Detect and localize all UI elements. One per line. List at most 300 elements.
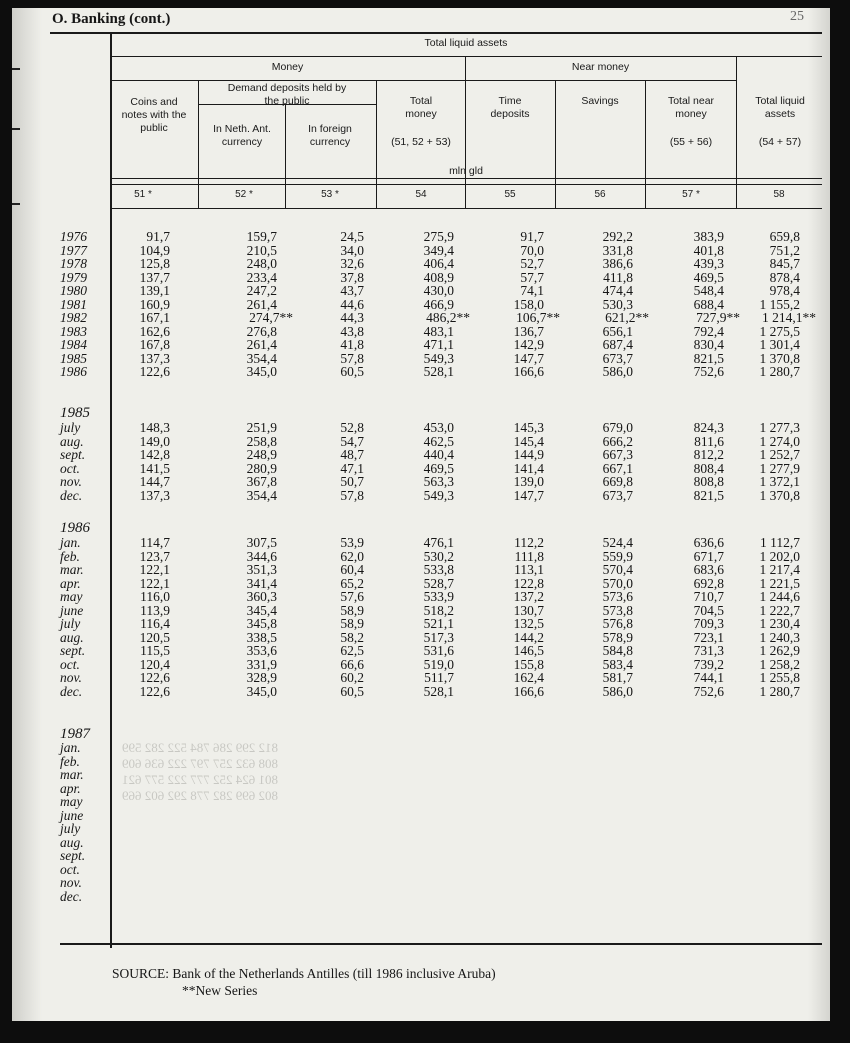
table-row — [48, 590, 830, 603]
table-row — [48, 822, 830, 835]
table-cell: 521,1 — [423, 616, 454, 631]
table-cell: 125,8 — [139, 256, 170, 271]
header-near-money: Near money — [571, 61, 630, 73]
table-cell: 530,2 — [423, 548, 454, 564]
table-cell: 261,4 — [246, 337, 277, 352]
table-cell: 1 252,7 — [759, 447, 800, 462]
table-cell: 821,5 — [693, 350, 724, 366]
table-cell: 576,8 — [602, 616, 633, 631]
table-cell: 474,4 — [602, 283, 633, 298]
page-number: 25 — [790, 9, 804, 24]
table-cell: 517,3 — [423, 629, 454, 645]
row-label: aug. — [60, 629, 84, 645]
table-cell: 106,7** — [516, 310, 560, 325]
table-cell: 1 244,6 — [759, 589, 800, 604]
column-number: 56 — [594, 189, 606, 200]
table-cell: 1 372,1 — [759, 474, 800, 489]
table-row — [48, 536, 830, 549]
table-cell: 471,1 — [423, 337, 454, 352]
table-cell: 353,6 — [246, 643, 277, 658]
table-cell: 60,5 — [340, 364, 364, 379]
table-cell: 160,9 — [139, 296, 170, 312]
table-cell: 341,4 — [246, 575, 277, 591]
table-row — [48, 462, 830, 475]
table-cell: 74,1 — [520, 283, 544, 298]
row-label: dec. — [60, 487, 83, 503]
table-cell: 345,8 — [246, 616, 277, 631]
table-cell: 1 277,9 — [759, 460, 800, 476]
table-cell: 548,4 — [693, 283, 724, 298]
table-cell: 280,9 — [246, 460, 277, 476]
table-cell: 145,4 — [513, 433, 544, 449]
table-row — [48, 435, 830, 448]
row-label: aug. — [60, 433, 84, 449]
table-row — [48, 876, 830, 889]
table-cell: 549,3 — [423, 350, 454, 366]
row-label: feb. — [60, 548, 80, 564]
table-cell: 1 217,4 — [759, 562, 800, 577]
table-cell: 58,9 — [340, 616, 364, 631]
table-cell: 673,7 — [602, 487, 633, 503]
table-cell: 41,8 — [340, 337, 364, 352]
table-cell: 144,7 — [139, 474, 170, 489]
table-cell: 91,7 — [520, 229, 544, 244]
table-cell: 60,4 — [340, 562, 364, 577]
row-label: oct. — [60, 460, 80, 476]
table-cell: 878,4 — [769, 269, 800, 285]
table-cell: 137,3 — [139, 350, 170, 366]
table-cell: 408,9 — [423, 269, 454, 285]
row-label: 1984 — [60, 337, 87, 352]
table-cell: 122,6 — [139, 670, 170, 685]
header-total-liquid: Total liquid assets — [755, 95, 805, 120]
table-cell: 139,0 — [513, 474, 544, 489]
table-cell: 570,4 — [602, 562, 633, 577]
table-cell: 328,9 — [246, 670, 277, 685]
table-row — [48, 311, 830, 324]
table-cell: 139,1 — [139, 283, 170, 298]
table-cell: 830,4 — [693, 337, 724, 352]
table-cell: 349,4 — [423, 242, 454, 258]
table-cell: 530,3 — [602, 296, 633, 312]
table-cell: 162,4 — [513, 670, 544, 685]
row-label: oct. — [60, 861, 80, 877]
table-cell: 65,2 — [340, 575, 364, 591]
table-cell: 147,7 — [513, 487, 544, 503]
table-cell: 137,2 — [513, 589, 544, 604]
table-cell: 1 280,7 — [759, 364, 800, 379]
table-cell: 162,6 — [139, 323, 170, 339]
table-row — [48, 617, 830, 630]
table-cell: 166,6 — [513, 683, 544, 699]
table-cell: 1 214,1** — [762, 310, 816, 325]
table-cell: 808,4 — [693, 460, 724, 476]
table-cell: 136,7 — [513, 323, 544, 339]
table-cell: 115,5 — [140, 643, 170, 658]
table-cell: 159,7 — [246, 229, 277, 244]
table-cell: 122,8 — [513, 575, 544, 591]
table-cell: 146,5 — [513, 643, 544, 658]
table-cell: 122,6 — [139, 683, 170, 699]
table-cell: 57,7 — [520, 269, 544, 285]
table-cell: 247,2 — [246, 283, 277, 298]
table-cell: 744,1 — [693, 670, 724, 685]
table-cell: 821,5 — [693, 487, 724, 503]
table-cell: 511,7 — [424, 670, 454, 685]
table-cell: 34,0 — [340, 242, 364, 258]
table-cell: 137,7 — [139, 269, 170, 285]
row-label: may — [60, 794, 83, 809]
table-row — [48, 849, 830, 862]
table-cell: 666,2 — [602, 433, 633, 449]
table-cell: 667,3 — [602, 447, 633, 462]
table-cell: 210,5 — [246, 242, 277, 258]
header-total-liquid-assets: Total liquid assets — [424, 37, 508, 49]
table-cell: 563,3 — [423, 474, 454, 489]
table-cell: 453,0 — [423, 420, 454, 435]
table-row — [48, 475, 830, 488]
table-cell: 145,3 — [513, 420, 544, 435]
table-cell: 57,6 — [340, 589, 364, 604]
row-label: june — [60, 807, 84, 823]
table-cell: 524,4 — [602, 535, 633, 550]
unit-label: mln gld — [449, 165, 483, 177]
table-cell: 344,6 — [246, 548, 277, 564]
table-cell: 43,8 — [340, 323, 364, 339]
table-cell: 570,0 — [602, 575, 633, 591]
table-cell: 123,7 — [139, 548, 170, 564]
row-label: may — [60, 589, 83, 604]
table-cell: 476,1 — [423, 535, 454, 550]
table-cell: 142,9 — [513, 337, 544, 352]
table-row — [48, 338, 830, 351]
table-cell: 53,9 — [340, 535, 364, 550]
table-cell: 1 301,4 — [759, 337, 800, 352]
table-row — [48, 489, 830, 502]
table-cell: 679,0 — [602, 420, 633, 435]
page-spine — [12, 8, 42, 1021]
table-cell: 586,0 — [602, 683, 633, 699]
header-total-money-formula: (51, 52 + 53) — [391, 136, 451, 148]
table-row — [48, 230, 830, 243]
table-cell: 158,0 — [513, 296, 544, 312]
table-row — [48, 671, 830, 684]
table-cell: 113,1 — [514, 562, 544, 577]
table-cell: 60,5 — [340, 683, 364, 699]
table-cell: 1 280,7 — [759, 683, 800, 699]
table-cell: 167,8 — [139, 337, 170, 352]
table-row — [48, 284, 830, 297]
row-label: 1978 — [60, 256, 87, 271]
table-cell: 709,3 — [693, 616, 724, 631]
table-cell: 130,7 — [513, 602, 544, 618]
header-savings: Savings — [581, 95, 619, 107]
table-row — [48, 325, 830, 338]
table-cell: 1 275,5 — [759, 323, 800, 339]
table-cell: 518,2 — [423, 602, 454, 618]
table-cell: 367,8 — [246, 474, 277, 489]
header-money: Money — [271, 61, 304, 73]
table-cell: 731,3 — [693, 643, 724, 658]
row-label: sept. — [60, 643, 86, 658]
table-row — [48, 658, 830, 671]
table-cell: 148,3 — [139, 420, 170, 435]
table-cell: 116,4 — [140, 616, 170, 631]
table-cell: 671,7 — [693, 548, 724, 564]
table-cell: 586,0 — [602, 364, 633, 379]
table-cell: 338,5 — [246, 629, 277, 645]
table-cell: 386,6 — [602, 256, 633, 271]
table-cell: 669,8 — [602, 474, 633, 489]
table-cell: 845,7 — [769, 256, 800, 271]
table-cell: 528,7 — [423, 575, 454, 591]
table-cell: 573,8 — [602, 602, 633, 618]
table-cell: 1 202,0 — [759, 548, 800, 564]
table-cell: 62,0 — [340, 548, 364, 564]
table-cell: 621,2** — [605, 310, 649, 325]
table-cell: 122,1 — [139, 562, 170, 577]
row-label: 1983 — [60, 323, 87, 339]
table-cell: 1 370,8 — [759, 487, 800, 503]
table-cell: 44,6 — [340, 296, 364, 312]
table-cell: 692,8 — [693, 575, 724, 591]
header-time-deposits: Time deposits — [490, 95, 530, 120]
table-cell: 584,8 — [602, 643, 633, 658]
table-cell: 1 221,5 — [759, 575, 800, 591]
table-row — [48, 352, 830, 365]
table-cell: 137,3 — [139, 487, 170, 503]
row-label: 1979 — [60, 269, 87, 285]
table-row — [48, 890, 830, 903]
column-number: 52 * — [235, 189, 253, 200]
table-cell: 58,9 — [340, 602, 364, 618]
table-row — [48, 365, 830, 378]
table-cell: 573,6 — [602, 589, 633, 604]
table-cell: 274,7** — [249, 310, 293, 325]
table-cell: 792,4 — [693, 323, 724, 339]
table-cell: 120,5 — [139, 629, 170, 645]
table-cell: 43,7 — [340, 283, 364, 298]
table-cell: 723,1 — [693, 629, 724, 645]
row-label: nov. — [60, 670, 82, 685]
table-cell: 113,9 — [140, 602, 170, 618]
table-cell: 636,6 — [693, 535, 724, 550]
table-row — [48, 685, 830, 698]
table-cell: 466,9 — [423, 296, 454, 312]
table-cell: 345,0 — [246, 364, 277, 379]
column-number: 57 * — [682, 189, 700, 200]
table-cell: 808,8 — [693, 474, 724, 489]
table-cell: 752,6 — [693, 683, 724, 699]
table-cell: 559,9 — [602, 548, 633, 564]
table-cell: 112,2 — [514, 535, 544, 550]
table-cell: 1 112,7 — [760, 535, 800, 550]
table-cell: 50,7 — [340, 474, 364, 489]
table-cell: 141,5 — [139, 460, 170, 476]
table-cell: 1 255,8 — [759, 670, 800, 685]
table-row — [48, 631, 830, 644]
table-cell: 583,4 — [602, 656, 633, 672]
table-row — [48, 421, 830, 434]
column-number: 51 * — [134, 189, 152, 200]
table-cell: 710,7 — [693, 589, 724, 604]
row-label: 1982 — [60, 310, 87, 325]
table-row — [48, 863, 830, 876]
table-cell: 483,1 — [423, 323, 454, 339]
table-cell: 233,4 — [246, 269, 277, 285]
table-cell: 704,5 — [693, 602, 724, 618]
table-cell: 578,9 — [602, 629, 633, 645]
table-cell: 1 230,4 — [759, 616, 800, 631]
table-cell: 58,2 — [340, 629, 364, 645]
table-cell: 52,7 — [520, 256, 544, 271]
table-cell: 345,4 — [246, 602, 277, 618]
table-cell: 739,2 — [693, 656, 724, 672]
table-cell: 1 155,2 — [759, 296, 800, 312]
table-cell: 166,6 — [513, 364, 544, 379]
table-cell: 70,0 — [520, 242, 544, 258]
table-cell: 248,0 — [246, 256, 277, 271]
table-cell: 37,8 — [340, 269, 364, 285]
table-cell: 469,5 — [693, 269, 724, 285]
column-number: 55 — [504, 189, 516, 200]
header-coins-notes: Coins and notes with the public — [121, 96, 187, 134]
table-cell: 439,3 — [693, 256, 724, 271]
row-label: oct. — [60, 656, 80, 672]
row-label: sept. — [60, 848, 86, 863]
table-cell: 276,8 — [246, 323, 277, 339]
row-label: apr. — [60, 575, 81, 591]
table-cell: 751,2 — [769, 242, 800, 258]
table-cell: 24,5 — [340, 229, 364, 244]
table-cell: 66,6 — [340, 656, 364, 672]
row-label: 1981 — [60, 296, 87, 312]
table-cell: 1 222,7 — [759, 602, 800, 618]
row-label: 1985 — [60, 350, 87, 366]
table-cell: 462,5 — [423, 433, 454, 449]
table-cell: 331,9 — [246, 656, 277, 672]
header-total-money: Total money — [405, 95, 437, 120]
table-row — [48, 448, 830, 461]
table-cell: 533,8 — [423, 562, 454, 577]
year-group-heading: 1986 — [60, 520, 90, 536]
column-number: 53 * — [321, 189, 339, 200]
row-label: dec. — [60, 683, 83, 699]
row-label: nov. — [60, 875, 82, 890]
table-cell: 44,3 — [340, 310, 364, 325]
row-label: 1986 — [60, 364, 87, 379]
table-cell: 307,5 — [246, 535, 277, 550]
table-cell: 292,2 — [602, 229, 633, 244]
row-label: 1976 — [60, 229, 87, 244]
table-cell: 687,4 — [602, 337, 633, 352]
table-cell: 533,9 — [423, 589, 454, 604]
table-cell: 122,1 — [139, 575, 170, 591]
table-cell: 261,4 — [246, 296, 277, 312]
table-cell: 167,1 — [139, 310, 170, 325]
table-cell: 132,5 — [513, 616, 544, 631]
table-cell: 519,0 — [423, 656, 454, 672]
header-demand-deposits: Demand deposits held by the public — [227, 82, 347, 107]
row-label: 1980 — [60, 283, 87, 298]
table-cell: 469,5 — [423, 460, 454, 476]
table-cell: 531,6 — [423, 643, 454, 658]
row-label: jan. — [60, 740, 81, 755]
table-cell: 120,4 — [139, 656, 170, 672]
table-cell: 144,9 — [513, 447, 544, 462]
row-label: nov. — [60, 474, 82, 489]
table-cell: 401,8 — [693, 242, 724, 258]
year-group-heading: 1985 — [60, 405, 90, 421]
table-cell: 411,8 — [603, 269, 633, 285]
header-total-near-money: Total near money — [667, 95, 715, 120]
table-row — [48, 550, 830, 563]
table-cell: 659,8 — [769, 229, 800, 244]
table-cell: 528,1 — [423, 683, 454, 699]
table-cell: 406,4 — [423, 256, 454, 271]
table-cell: 122,6 — [139, 364, 170, 379]
table-row — [48, 257, 830, 270]
row-label: mar. — [60, 767, 84, 782]
table-cell: 60,2 — [340, 670, 364, 685]
table-cell: 360,3 — [246, 589, 277, 604]
table-cell: 1 370,8 — [759, 350, 800, 366]
table-cell: 486,2** — [426, 310, 470, 325]
table-row — [48, 809, 830, 822]
table-row — [48, 836, 830, 849]
table-cell: 331,8 — [602, 242, 633, 258]
row-label: july — [60, 616, 81, 631]
table-cell: 1 277,3 — [759, 420, 800, 435]
table-cell: 141,4 — [513, 460, 544, 476]
table-cell: 383,9 — [693, 229, 724, 244]
new-series-note: **New Series — [182, 983, 258, 998]
table-cell: 104,9 — [139, 242, 170, 258]
table-cell: 251,9 — [246, 420, 277, 435]
table-cell: 248,9 — [246, 447, 277, 462]
table-cell: 57,8 — [340, 350, 364, 366]
column-number: 54 — [415, 189, 427, 200]
table-cell: 275,9 — [423, 229, 454, 244]
row-label: june — [60, 602, 84, 618]
table-cell: 430,0 — [423, 283, 454, 298]
table-cell: 978,4 — [769, 283, 800, 298]
table-cell: 91,7 — [146, 229, 170, 244]
table-cell: 144,2 — [513, 629, 544, 645]
header-total-near-money-formula: (55 + 56) — [669, 136, 713, 148]
header-total-liquid-formula: (54 + 57) — [758, 136, 802, 148]
row-label: 1977 — [60, 242, 87, 258]
row-label: mar. — [60, 562, 84, 577]
column-number: 58 — [773, 189, 785, 200]
table-cell: 114,7 — [140, 535, 170, 550]
table-cell: 354,4 — [246, 350, 277, 366]
row-label: july — [60, 821, 81, 836]
row-label: jan. — [60, 535, 81, 550]
table-row — [48, 563, 830, 576]
table-cell: 683,6 — [693, 562, 724, 577]
row-label: feb. — [60, 753, 80, 769]
table-cell: 345,0 — [246, 683, 277, 699]
table-cell: 581,7 — [602, 670, 633, 685]
row-label: july — [60, 420, 81, 435]
table-row — [48, 644, 830, 657]
table-cell: 147,7 — [513, 350, 544, 366]
table-cell: 116,0 — [140, 589, 170, 604]
table-cell: 149,0 — [139, 433, 170, 449]
header-neth-ant-currency: In Neth. Ant. currency — [213, 123, 271, 148]
page: O. Banking (cont.) 25 Total liquid assets Money Near money Demand deposits held by the public Coins and notes with the public In Neth. Ant. currency In foreign currency Total money (51, 52 + 53) Time deposits Savings Total near money (55 + 56) Total liquid assets (54 + 57) mln gld 51 * 52 * 53 * 54 55 56 57 * 58 1976 91,7 159,7 24,5 275,9 91,7 292,2 383,9 659,8 1977 104,9 210,5 34,0 349,4 70,0 331,8 401,8 751,2 1978 125,8 248,0 32,6 406,4 52,7 386,6 439,3 845,7 1979 137,7 233,4 37,8 408,9 57,7 411,8 469,5 878,4 1980 139,1 247,2 43,7 430,0 74,1 474,4 548,4 978,4 1981 160,9 261,4 44,6 466,9 158,0 530,3 688,4 1 155,2 1982 167,1 274,7** 44,3 486,2** 106,7** 621,2** 727,9** 1 214,1** 1983 162,6 276,8 43,8 483,1 136,7 656,1 792,4 1 275,5 1984 167,8 261,4 41,8 471,1 142,9 687,4 830,4 1 301,4 1985 137,3 354,4 57,8 549,3 147,7 673,7 821,5 1 370,8 1986 122,6 345,0 60,5 528,1 166,6 586,0 752,6 1 280,7 1985 july 148,3 251,9 52,8 453,0 145,3 679,0 824,3 1 277,3 aug. 149,0 258,8 54,7 462,5 145,4 666,2 811,6 1 274,0 sept. 142,8 248,9 48,7 440,4 144,9 667,3 812,2 1 252,7 oct. 141,5 280,9 47,1 469,5 141,4 667,1 808,4 1 277,9 nov. 144,7 367,8 50,7 563,3 139,0 669,8 808,8 1 372,1 dec. 137,3 354,4 57,8 549,3 147,7 673,7 821,5 1 370,8 1986 jan. 114,7 307,5 53,9 476,1 112,2 524,4 636,6 1 112,7 feb. 123,7 344,6 62,0 530,2 111,8 559,9 671,7 1 202,0 mar. 122,1 351,3 60,4 533,8 113,1 570,4 683,6 1 217,4 apr. 122,1 341,4 65,2 528,7 122,8 570,0 692,8 1 221,5 may 116,0 360,3 57,6 533,9 137,2 573,6 710,7 1 244,6 june 113,9 345,4 58,9 518,2 130,7 573,8 704,5 1 222,7 july 116,4 345,8 58,9 521,1 132,5 576,8 709,3 1 230,4 aug. 120,5 338,5 58,2 517,3 144,2 578,9 723,1 1 240,3 sept. 115,5 353,6 62,5 531,6 146,5 584,8 731,3 1 262,9 oct. 120,4 331,9 66,6 519,0 155,8 583,4 739,2 1 258,2 nov. 122,6 328,9 60,2 511,7 162,4 581,7 744,1 1 255,8 dec. 122,6 345,0 60,5 528,1 166,6 586,0 752,6 1 280,7 1987 jan. feb. mar. apr. may june july aug. sept. oct. nov. dec. 812 299 286 784 522 282 599 808 632 257 797 222 636 609 801 624 252 777 222 577 621 802 699 282 778 292 602 669 SOURCE: Bank of the Netherlands Antilles (till 1986 inclusive Aruba) **New Series — [12, 8, 830, 1021]
